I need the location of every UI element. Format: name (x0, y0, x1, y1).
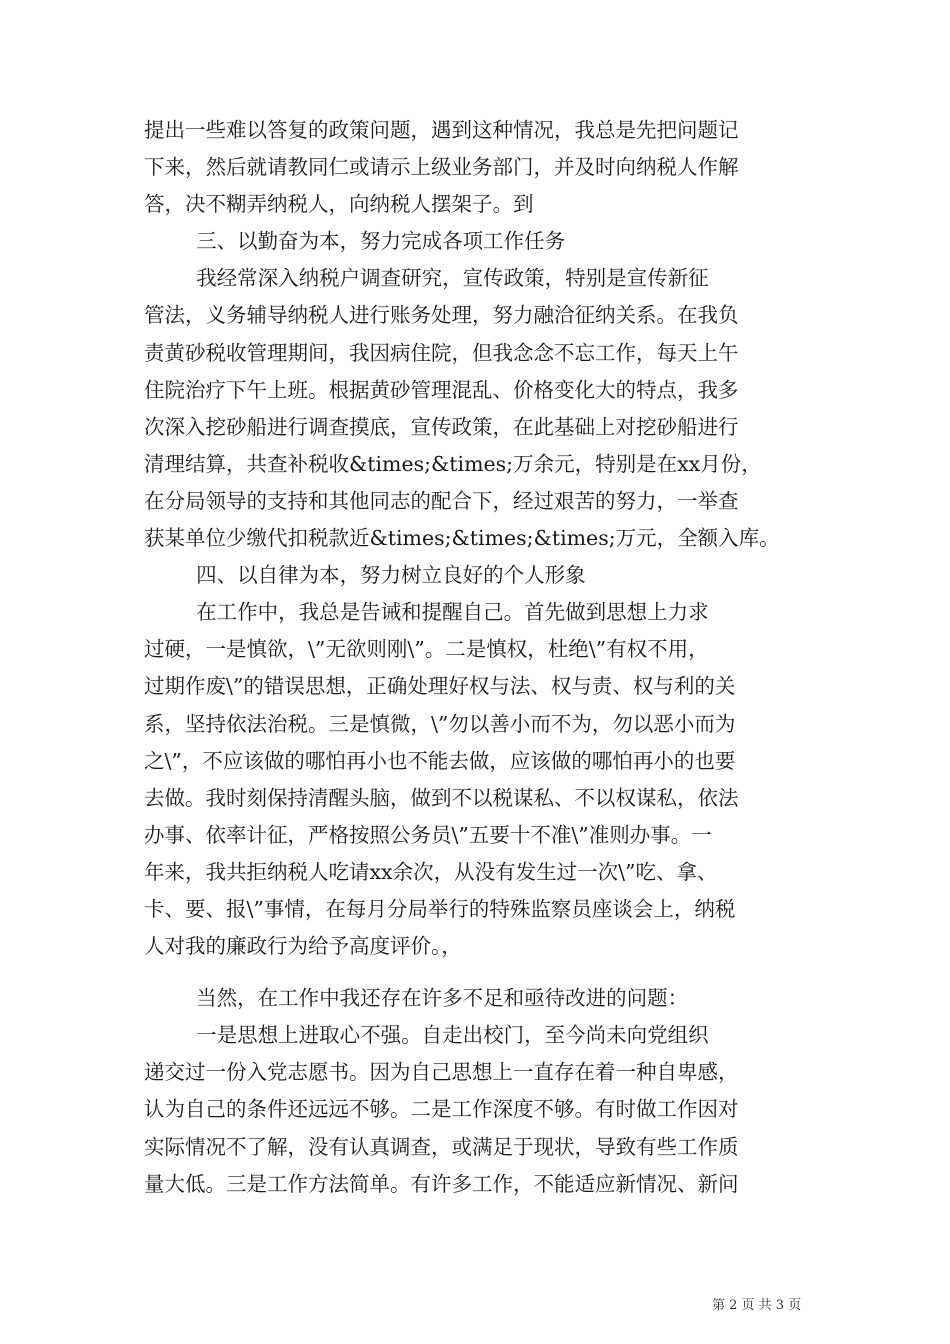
section-heading-3: 三、以勤奋为本，努力完成各项工作任务 (144, 229, 566, 254)
text-line: 实际情况不了解，没有认真调查，或满足于现状，导致有些工作质 (144, 1134, 739, 1159)
text-line: 过期作废\”的错误思想，正确处理好权与法、权与责、权与利的关 (144, 674, 736, 699)
page-number: 第 2 页 共 3 页 (712, 1298, 802, 1313)
text-line: 一是思想上进取心不强。自走出校门，至今尚未向党组织 (144, 1023, 709, 1048)
text-line: 责黄砂税收管理期间，我因病住院，但我念念不忘工作，每天上午 (144, 340, 739, 365)
text-line: 系，坚持依法治税。三是慎微，\”勿以善小而不为，勿以恶小而为 (144, 711, 736, 736)
text-line: 获某单位少缴代扣税款近&times;&times;&times;万元，全额入库。 (144, 526, 780, 551)
text-line: 递交过一份入党志愿书。因为自己思想上一直存在着一种自卑感， (144, 1060, 739, 1085)
text-line: 卡、要、报\”事情，在每月分局举行的特殊监察员座谈会上，纳税 (144, 896, 736, 921)
text-line: 我经常深入纳税户调查研究，宣传政策，特别是宣传新征 (144, 266, 709, 291)
document-body (144, 112, 808, 1203)
text-line: 办事、依率计征，严格按照公务员\”五要十不准\”准则办事。一 (144, 822, 712, 847)
text-line: 过硬，一是慎欲，\”无欲则刚\”。二是慎权，杜绝\”有权不用， (144, 637, 709, 662)
text-line: 住院治疗下午上班。根据黄砂管理混乱、价格变化大的特点，我多 (144, 377, 739, 402)
text-line: 之\”，不应该做的哪怕再小也不能去做，应该做的哪怕再小的也要 (144, 748, 736, 773)
text-line: 清理结算，共查补税收&times;&times;万余元，特别是在xx月份， (144, 451, 762, 476)
text-line: 年来，我共拒纳税人吃请xx余次，从没有发生过一次\”吃、拿、 (144, 859, 718, 884)
paragraph-gap (144, 965, 808, 980)
text-line: 答，决不糊弄纳税人，向纳税人摆架子。到 (144, 192, 534, 217)
text-line: 管法，义务辅导纳税人进行账务处理，努力融洽征纳关系。在我负 (144, 303, 739, 328)
text-line: 在分局领导的支持和其他同志的配合下，经过艰苦的努力，一举查 (144, 488, 739, 513)
text-line: 当然，在工作中我还存在许多不足和亟待改进的问题： (144, 986, 689, 1011)
text-line: 量大低。三是工作方法简单。有许多工作，不能适应新情况、新问 (144, 1171, 739, 1196)
text-line: 次深入挖砂船进行调查摸底，宣传政策，在此基础上对挖砂船进行 (144, 414, 739, 439)
section-heading-4: 四、以自律为本，努力树立良好的个人形象 (144, 563, 586, 588)
text-line: 认为自己的条件还远远不够。二是工作深度不够。有时做工作因对 (144, 1097, 739, 1122)
text-line: 提出一些难以答复的政策问题，遇到这种情况，我总是先把问题记 (144, 118, 739, 142)
text-line: 人对我的廉政行为给予高度评价。， (144, 934, 462, 959)
text-line: 去做。我时刻保持清醒头脑，做到不以税谋私、不以权谋私，依法 (144, 785, 739, 810)
text-line: 下来，然后就请教同仁或请示上级业务部门，并及时向纳税人作解 (144, 155, 739, 180)
text-line: 在工作中，我总是告诫和提醒自己。首先做到思想上力求 (144, 600, 709, 625)
